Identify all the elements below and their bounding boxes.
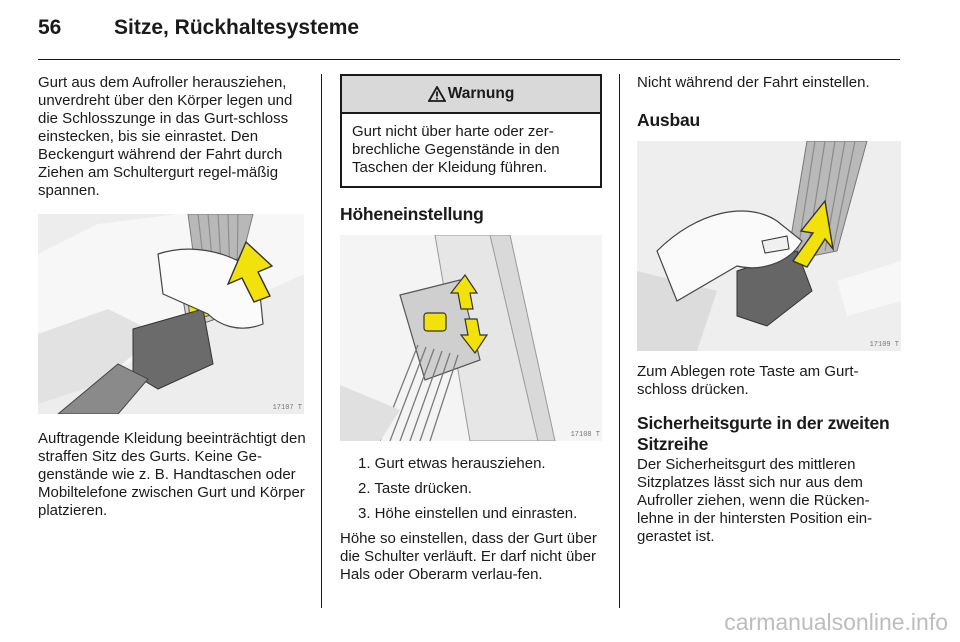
warning-title: Warnung [447,85,515,102]
height-adjustment-illustration [340,235,602,441]
col3-paragraph-2: Zum Ablegen rote Taste am Gurt-schloss drücken. [637,363,859,398]
col3-paragraph-3: Der Sicherheitsgurt des mittleren Sitzplatzes lässt sich nur aus dem Aufroller ziehen, wenn die Rücken-lehne in der hintersten Position ein-gerastet ist. [637,456,873,545]
warning-header [342,76,600,114]
warning-triangle-icon [428,86,446,102]
seatbelt-buckle-illustration [38,214,304,414]
figure-code: 17109 T [869,341,899,349]
page-number: 56 [38,16,62,39]
warning-box [340,74,602,188]
heading-hoeheneinstellung: Höheneinstellung [340,204,484,224]
column-1 [38,74,306,520]
figure-code: 17107 T [272,404,302,412]
warning-text: Gurt nicht über harte oder zer-brechliche Gegenstände in den Taschen der Kleidung führen. [352,123,560,176]
figure-code: 17108 T [570,431,600,439]
column-divider-2 [619,74,620,608]
page-header [38,16,359,50]
col3-paragraph-1: Nicht während der Fahrt einstellen. [637,74,870,91]
list-item: 2. Taste drücken. [358,480,472,497]
col2-paragraph: Höhe so einstellen, dass der Gurt über die Schulter verläuft. Er darf nicht über Hals oder Oberarm verlau-fen. [340,530,597,583]
steps-list [340,455,602,523]
col1-paragraph-1: Gurt aus dem Aufroller herausziehen, unverdreht über den Körper legen und die Schlosszunge in das Gurt-schloss einstecken, bis sie einrastet. Den Beckengurt während der Fahrt durch Ziehen am Schultergurt regel-mäßig spannen. [38,74,293,199]
column-2 [340,74,602,584]
heading-sicherheitsgurte: Sicherheitsgurte in der zweiten Sitzreihe [637,413,890,454]
list-item: 3. Höhe einstellen und einrasten. [358,505,578,522]
page-title: Sitze, Rückhaltesysteme [114,16,360,39]
col1-paragraph-2: Auftragende Kleidung beeinträchtigt den straffen Sitz des Gurts. Keine Ge-genstände wie z. B. Handtaschen oder Mobiltelefone zwischen Gurt und Körper platzieren. [38,430,306,519]
seatbelt-buckle-figure [38,214,304,414]
warning-body [342,114,600,186]
column-3 [637,74,905,546]
release-buckle-illustration [637,141,901,351]
watermark: carmanualsonline.info [724,609,948,635]
list-item: 1. Gurt etwas herausziehen. [358,455,546,472]
header-rule [38,59,900,60]
release-buckle-figure [637,141,901,351]
column-divider-1 [321,74,322,608]
heading-ausbau: Ausbau [637,110,700,130]
height-adjustment-figure [340,235,602,441]
